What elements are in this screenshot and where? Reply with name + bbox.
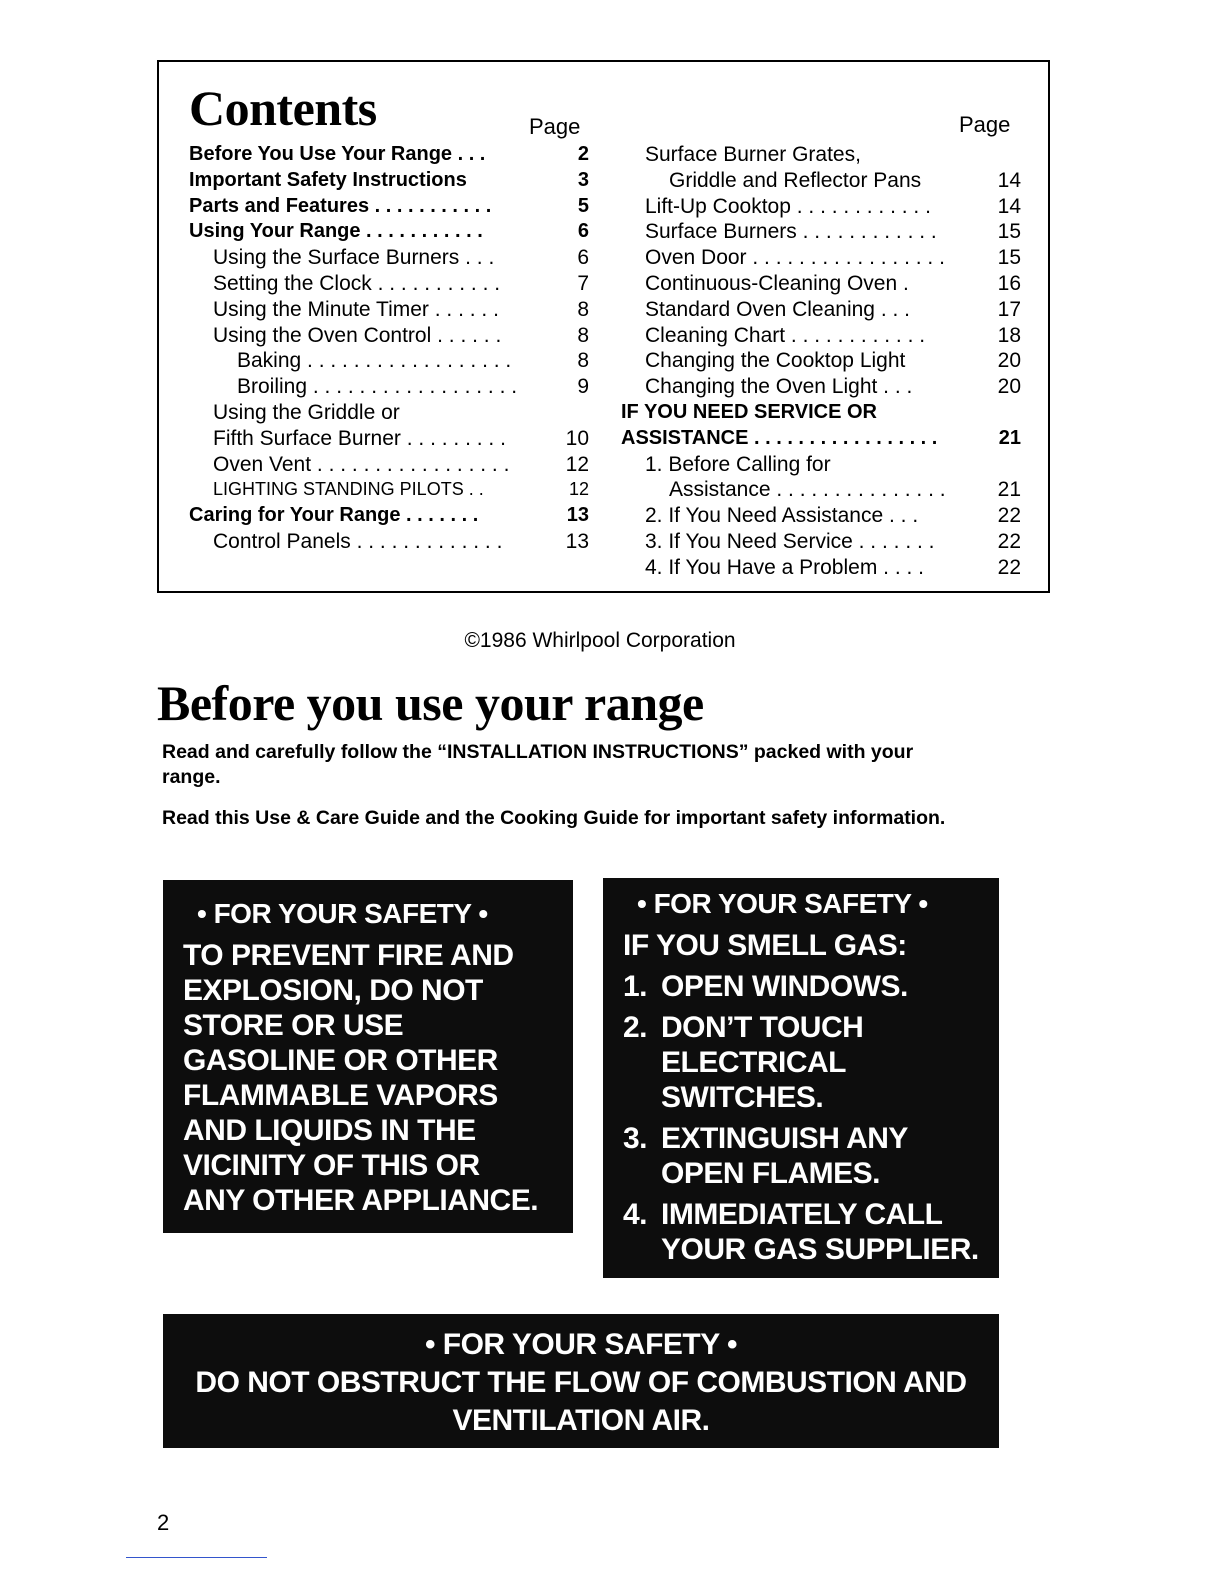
toc-entry-page: 12 [565, 452, 589, 476]
toc-entry-label: Fifth Surface Burner . . . . . . . . . [213, 426, 506, 450]
toc-entry [189, 426, 589, 452]
toc-entry [189, 503, 589, 529]
toc-entry [189, 168, 589, 194]
toc-entry [621, 400, 1021, 426]
toc-entry-label: Using the Surface Burners . . . [213, 246, 495, 270]
toc-entry [621, 245, 1021, 271]
toc-entry-page: 20 [997, 349, 1021, 373]
toc-entry-page: 21 [997, 478, 1021, 502]
toc-entry-page: 20 [997, 375, 1021, 399]
toc-entry [621, 142, 1021, 168]
safety-line: AND LIQUIDS IN THE [183, 1114, 476, 1147]
toc-entry-label: Cleaning Chart . . . . . . . . . . . . [645, 323, 926, 347]
page-column-header-left: Page [529, 114, 581, 139]
step-number: 4. [623, 1198, 648, 1231]
toc-entry-page: 2 [577, 143, 589, 165]
toc-entry-label: Setting the Clock . . . . . . . . . . . [213, 271, 501, 295]
toc-entry-label: Using the Minute Timer . . . . . . [213, 297, 499, 321]
toc-entry-page: 22 [997, 555, 1021, 579]
toc-entry-page: 10 [565, 426, 589, 450]
toc-entry-label: Assistance . . . . . . . . . . . . . . . [669, 478, 946, 502]
toc-entry-label: Surface Burners . . . . . . . . . . . . [645, 220, 937, 244]
safety-step [623, 969, 999, 1004]
page-number: 2 [157, 1510, 170, 1535]
safety-line: DO NOT OBSTRUCT THE FLOW OF COMBUSTION AND [195, 1366, 967, 1399]
toc-entry-label: Using the Griddle or [213, 400, 400, 424]
toc-entry [621, 529, 1021, 555]
safety-box-fire-explosion [163, 880, 573, 1233]
safety-heading: • FOR YOUR SAFETY • [197, 898, 488, 929]
toc-entry-label: Parts and Features . . . . . . . . . . . [189, 194, 492, 217]
toc-entry [189, 323, 589, 349]
intro-use-care: Read this Use & Care Guide and the Cooking Guide for important safety information. [162, 807, 946, 829]
toc-entry [189, 348, 589, 374]
toc-entry-label: Using the Oven Control . . . . . . [213, 323, 502, 347]
toc-entry-page: 8 [577, 297, 589, 321]
toc-entry-label: 2. If You Need Assistance . . . [645, 504, 919, 528]
toc-entry-label: Lift-Up Cooktop . . . . . . . . . . . . [645, 194, 931, 218]
toc-entry-label: Changing the Cooktop Light [645, 349, 906, 373]
toc-entry [621, 219, 1021, 245]
toc-entry [621, 477, 1021, 503]
toc-entry [621, 323, 1021, 349]
toc-entry [621, 426, 1021, 452]
toc-entry [621, 271, 1021, 297]
page-column-header-right: Page [959, 112, 1011, 137]
toc-entry [621, 194, 1021, 220]
safety-line: FLAMMABLE VAPORS [183, 1079, 498, 1112]
toc-entry [189, 477, 589, 503]
contents-right-column [621, 142, 1021, 581]
safety-heading: • FOR YOUR SAFETY • [424, 1328, 738, 1361]
copyright-line [0, 627, 1224, 655]
toc-entry-label: 4. If You Have a Problem . . . . [645, 555, 924, 579]
toc-entry-page: 15 [997, 220, 1021, 244]
toc-entry-page: 6 [577, 246, 589, 270]
toc-entry-page: 12 [568, 479, 589, 500]
toc-entry [189, 245, 589, 271]
safety-line: STORE OR USE [183, 1009, 404, 1042]
toc-entry-label: IF YOU NEED SERVICE OR [621, 400, 877, 423]
footnote-rule [126, 1557, 267, 1558]
toc-entry-page: 5 [577, 194, 589, 217]
toc-entry-page: 3 [577, 168, 589, 191]
safety-step [623, 1010, 999, 1115]
toc-entry-page: 13 [566, 504, 589, 527]
toc-entry-page: 17 [997, 297, 1021, 321]
toc-entry-page: 9 [577, 375, 589, 399]
step-number: 2. [623, 1011, 648, 1044]
toc-entry-page: 13 [565, 529, 589, 553]
copyright-text: ©1986 Whirlpool Corporation [464, 629, 736, 652]
step-text: DON’T TOUCH ELECTRICAL SWITCHES. [661, 1011, 864, 1114]
safety-heading: • FOR YOUR SAFETY • [637, 888, 928, 919]
safety-line: EXPLOSION, DO NOT [183, 974, 483, 1007]
table-of-contents [157, 60, 1050, 593]
section-title: Before you use your range [157, 675, 704, 731]
toc-entry [189, 529, 589, 555]
safety-step [623, 1197, 999, 1267]
toc-entry-page: 18 [997, 323, 1021, 347]
toc-entry-page: 22 [997, 504, 1021, 528]
toc-entry [189, 194, 589, 220]
toc-entry-page: 14 [997, 168, 1021, 192]
toc-entry [621, 503, 1021, 529]
toc-entry-label: Standard Oven Cleaning . . . [645, 297, 910, 321]
intro-installation: Read and carefully follow the “INSTALLATION INSTRUCTIONS” packed with your range. [162, 741, 914, 788]
contents-left-column [189, 142, 589, 555]
safety-box-gas-smell [603, 878, 999, 1278]
toc-entry [189, 219, 589, 245]
toc-entry [621, 168, 1021, 194]
safety-line: GASOLINE OR OTHER [183, 1044, 498, 1077]
toc-entry [621, 297, 1021, 323]
toc-entry-label: Continuous-Cleaning Oven . [645, 271, 909, 295]
toc-entry-label: Baking . . . . . . . . . . . . . . . . . . [237, 349, 512, 373]
toc-entry [621, 555, 1021, 581]
contents-title: Contents [189, 80, 377, 136]
safety-subheading: IF YOU SMELL GAS: [623, 929, 907, 962]
toc-entry [621, 348, 1021, 374]
step-text: IMMEDIATELY CALL YOUR GAS SUPPLIER. [661, 1198, 979, 1266]
step-number: 3. [623, 1122, 648, 1155]
toc-entry-label: Broiling . . . . . . . . . . . . . . . . . . [237, 375, 518, 399]
toc-entry [621, 374, 1021, 400]
toc-entry-page: 22 [997, 529, 1021, 553]
toc-entry-label: Caring for Your Range . . . . . . . [189, 504, 479, 527]
toc-entry-label: Changing the Oven Light . . . [645, 375, 913, 399]
toc-entry-label: 1. Before Calling for [645, 452, 831, 476]
toc-entry-label: Surface Burner Grates, [645, 143, 861, 166]
safety-line: VICINITY OF THIS OR [183, 1149, 480, 1182]
step-number: 1. [623, 970, 648, 1003]
toc-entry-page: 14 [997, 194, 1021, 218]
toc-entry-label: Oven Door . . . . . . . . . . . . . . . . . [645, 246, 945, 270]
toc-entry-page: 7 [577, 271, 589, 295]
toc-entry-label: Control Panels . . . . . . . . . . . . . [213, 529, 503, 553]
toc-entry [189, 142, 589, 168]
toc-entry-label: LIGHTING STANDING PILOTS . . [213, 479, 484, 500]
toc-entry-label: Griddle and Reflector Pans [669, 168, 922, 192]
step-text: EXTINGUISH ANY OPEN FLAMES. [661, 1122, 908, 1190]
toc-entry-page: 21 [998, 426, 1021, 449]
toc-entry [189, 271, 589, 297]
toc-entry-page: 15 [997, 246, 1021, 270]
toc-entry-label: 3. If You Need Service . . . . . . . [645, 529, 935, 553]
toc-entry [189, 374, 589, 400]
toc-entry [189, 452, 589, 478]
toc-entry-label: Using Your Range . . . . . . . . . . . [189, 220, 483, 243]
safety-line: VENTILATION AIR. [452, 1404, 710, 1437]
safety-step [623, 1121, 999, 1191]
toc-entry-label: ASSISTANCE . . . . . . . . . . . . . . . . . [621, 426, 938, 449]
toc-entry-label: Oven Vent . . . . . . . . . . . . . . . . . [213, 452, 510, 476]
safety-box-ventilation [163, 1314, 999, 1448]
toc-entry-page: 16 [997, 271, 1021, 295]
toc-entry-label: Important Safety Instructions [189, 168, 467, 191]
toc-entry-page: 8 [577, 349, 589, 373]
safety-line: ANY OTHER APPLIANCE. [183, 1184, 539, 1217]
toc-entry [621, 452, 1021, 478]
step-text: OPEN WINDOWS. [661, 970, 908, 1003]
toc-entry-label: Before You Use Your Range . . . [189, 143, 486, 165]
toc-entry-page: 8 [577, 323, 589, 347]
safety-line: TO PREVENT FIRE AND [183, 939, 514, 972]
toc-entry-page: 6 [577, 220, 589, 243]
toc-entry [189, 297, 589, 323]
toc-entry [189, 400, 589, 426]
